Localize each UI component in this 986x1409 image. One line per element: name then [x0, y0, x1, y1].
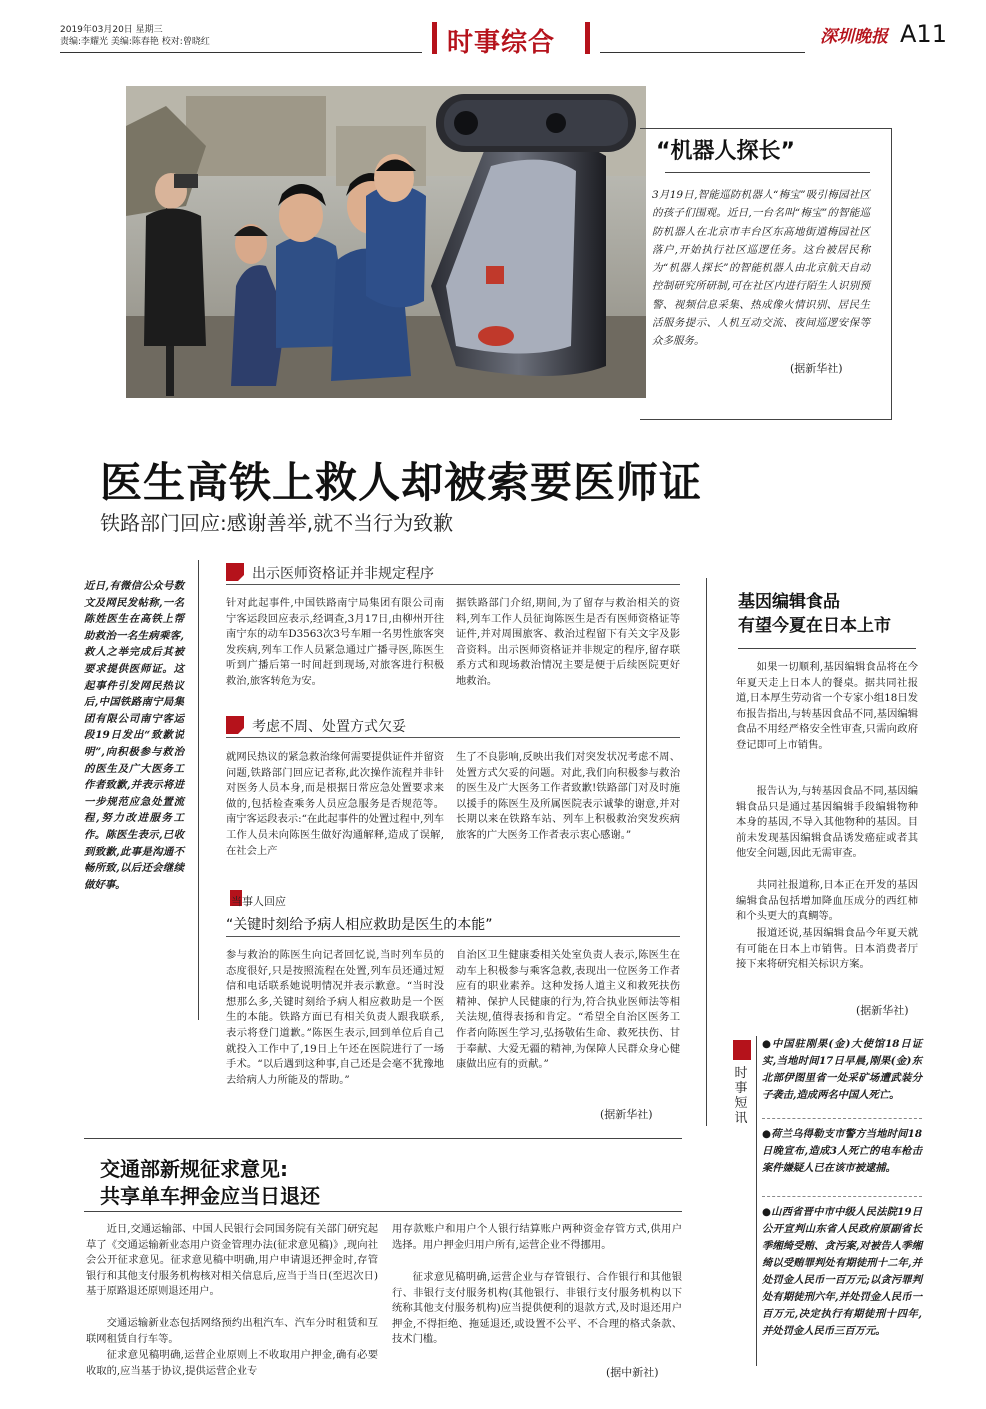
header-rule-left: [60, 52, 422, 53]
gene-paragraph-1: 如果一切顺利,基因编辑食品将在今年夏天走上日本人的餐桌。据共同社报道,日本厚生劳动省一个专家小组18日发布报告指出,与转基因食品不同,基因编辑食品不用经严格安全性审查,只需向政府登记即可上市销售。: [736, 661, 918, 751]
robot-caption-title: “机器人探长”: [656, 139, 795, 164]
section-2-col-1: 就网民热议的紧急救治缘何需要提供证件并留资问题,铁路部门回应记者称,此次操作流程并非针对医务人员本身,而是根据日常应急处置要求来做的,包括检查乘务人员应急服务是否规范等。南宁客运段表示:“在此起事件的处置过程中,列车工作人员未向陈医生做好沟通解释,造成了误解,在社会上产: [226, 751, 444, 857]
robot-photo: [126, 86, 646, 398]
gene-paragraph-2: 报告认为,与转基因食品不同,基因编辑食品只是通过基因编辑手段编辑物种本身的基因,不导入其他物种的基因。目前未发现基因编辑食品诱发癌症或者其他安全问题,因此无需审查。: [736, 785, 918, 860]
briefs-divider: [756, 1036, 757, 1366]
newspaper-logo: 深圳晚报: [820, 27, 888, 47]
page-number: A11: [900, 20, 947, 48]
section-title: 时事综合: [447, 28, 556, 58]
main-headline: 医生高铁上救人却被索要医师证: [100, 458, 703, 507]
brief-item-1: ●中国驻刚果(金)大使馆18日证实,当地时间17日早晨,刚果(金)东北部伊图里省一处采矿场遭武装分子袭击,造成两名中国人死亡。: [762, 1038, 922, 1101]
section-3-tag: 当事人回应: [231, 895, 286, 908]
bike-col-1-paragraph-1: 近日,交通运输部、中国人民银行会同国务院有关部门研究起草了《交通运输新业态用户资金管理办法(征求意见稿)》,现向社会公开征求意见。征求意见稿中明确,用户申请退还押金时,存管银行和其他支付服务机构核对相关信息后,应当于当日(至迟次日)基于原路退还原则退还用户。: [86, 1223, 378, 1298]
bike-col-1-paragraph-3: 征求意见稿明确,运营企业原则上不收取用户押金,确有必要收取的,应当基于协议,提供运营企业专: [86, 1349, 378, 1377]
section-marker: [226, 716, 244, 734]
section-2-col-2: 生了不良影响,反映出我们对突发状况考虑不周、处置方式欠妥的问题。对此,我们向积极参与救治的医生及广大医务工作者致歉!铁路部门对及时施以援手的陈医生及所属医院表示诚挚的谢意,并对长期以来在铁路车站、列车上积极救治突发疾病旅客的广大医务工作者表示衷心感谢。”: [456, 751, 680, 841]
issue-date: 2019年03月20日 星期三: [60, 25, 163, 35]
section-1-col-2: 据铁路部门介绍,期间,为了留存与救治相关的资料,列车工作人员征询陈医生是否有医师资格证等证件,并对周围旅客、救治过程留下有关文字及影音资料。出示医师资格证并非规定的程序,留存联系方式和现场救治情况主要是便于后续医院更好地救治。: [456, 597, 680, 687]
bike-rule: [84, 1211, 682, 1212]
gene-rule: [738, 648, 916, 649]
column-divider-right: [706, 578, 707, 1126]
section-1-col-1: 针对此起事件,中国铁路南宁局集团有限公司南宁客运段回应表示,经调查,3月17日,由柳州开往南宁东的动车D3563次3号车厢一名男性旅客突发疾病,列车工作人员紧急通过广播寻医,陈医生听到广播后第一时间赶到现场,对旅客进行积极救治,旅客转危为安。: [226, 597, 444, 687]
header-bar-left: [432, 22, 437, 54]
brief-separator: [762, 1196, 922, 1197]
section-3-col-1: 参与救治的陈医生向记者回忆说,当时列车员的态度很好,只是按照流程在处置,列车员还通过短信和电话联系她说明情况并表示歉意。“当时没想那么多,关键时刻给予病人相应救助是一个医生的本能。铁路方面已有相关负责人跟我联系,表示将登门道歉。”陈医生表示,回到单位后自己就投入工作中了,19日上午还在医院进行了一场手术。“以后遇到这种事,自己还是会毫不犹豫地去给病人力所能及的帮助。”: [226, 949, 444, 1086]
bike-col-2-paragraph-1: 用存款账户和用户个人银行结算账户两种资金存管方式,供用户选择。用户押金归用户所有,运营企业不得挪用。: [392, 1223, 682, 1251]
bottom-separator: [84, 1138, 682, 1139]
briefs-label: 时事短讯: [734, 1066, 748, 1126]
bike-headline: [100, 1156, 320, 1210]
gene-source: (据新华社): [856, 1004, 909, 1017]
brief-item-2: ●荷兰乌得勒支市警方当地时间18日晚宣布,造成3人死亡的电车枪击案件嫌疑人已在该市被逮捕。: [762, 1128, 922, 1174]
brief-item-3: ●山西省晋中市中级人民法院19日公开宣判山东省人民政府原副省长季缃绮受贿、贪污案,对被告人季缃绮以受贿罪判处有期徒刑十二年,并处罚金人民币一百万元;以贪污罪判处有期徒刑六年,并处罚金人民币一百万元,决定执行有期徒刑十四年,并处罚金人民币三百万元。: [762, 1206, 922, 1337]
section-1-rule: [226, 584, 680, 585]
briefs-marker: [733, 1040, 751, 1060]
section-marker: [226, 563, 244, 581]
gene-headline: [738, 590, 891, 638]
robot-caption-text: 3月19日,智能巡防机器人“梅宝”吸引梅园社区的孩子们围观。近日,一台名叫“梅宝”的智能巡防机器人在北京市丰台区东高地街道梅园社区落户,开始执行社区巡逻任务。这台被居民称为“机器人探长”的智能机器人由北京航天自动控制研究所研制,可在社区内进行陌生人识别预警、视频信息采集、热成像火情识别、居民生活服务提示、人机互动交流、夜间巡逻安保等众多服务。: [652, 189, 870, 348]
robot-caption-source: (据新华社): [790, 362, 843, 375]
main-article-source: (据新华社): [600, 1108, 653, 1121]
caption-rule: [665, 172, 870, 173]
section-2-rule: [226, 737, 680, 738]
header-rule-right: [600, 52, 805, 53]
bike-source: (据中新社): [606, 1366, 659, 1379]
main-subheadline: 铁路部门回应:感谢善举,就不当行为致歉: [100, 511, 454, 535]
section-3-heading: “关键时刻给予病人相应救助是医生的本能”: [226, 917, 493, 933]
gene-paragraph-4: 报道还说,基因编辑食品今年夏天就有可能在日本上市销售。日本消费者厅接下来将研究相关标识方案。: [736, 927, 918, 971]
gene-paragraph-3: 共同社报道称,日本正在开发的基因编辑食品包括增加降血压成分的西红柿和个头更大的真鲷等。: [736, 879, 918, 923]
section-3-col-2: 自治区卫生健康委相关处室负责人表示,陈医生在动车上积极参与乘客急救,表现出一位医务工作者应有的职业素养。这种发扬人道主义和救死扶伤精神、保护人民健康的行为,符合执业医师法等相关法规,值得表扬和肯定。“希望全自治区医务工作者向陈医生学习,弘扬敬佑生命、救死扶伤、甘于奉献、大爱无疆的精神,为保障人民群众身心健康做出应有的贡献。”: [456, 949, 680, 1071]
gene-headline-line-2: 有望今夏在日本上市: [738, 616, 891, 636]
main-intro: 近日,有微信公众号数文及网民发帖称,一名陈姓医生在高铁上帮助救治一名生病乘客,救人之举完成后其被要求提供医师证。这起事件引发网民热议后,中国铁路南宁局集团有限公司南宁客运段19日发出“致歉说明”,向积极参与救治的医生及广大医务工作者致歉,并表示将进一步规范应急处置流程,努力改进服务工作。陈医生表示,已收到致歉,此事是沟通不畅所致,以后还会继续做好事。: [84, 580, 184, 891]
editor-credits: 责编:李耀光 美编:陈春艳 校对:曾晓红: [60, 37, 210, 47]
header-bar-right: [585, 22, 590, 54]
bike-col-1-paragraph-2: 交通运输新业态包括网络预约出租汽车、汽车分时租赁和互联网租赁自行车等。: [86, 1317, 378, 1345]
brief-separator: [762, 1118, 922, 1119]
section-2-heading: 考虑不周、处置方式欠妥: [252, 719, 406, 735]
section-1-heading: 出示医师资格证并非规定程序: [252, 566, 434, 582]
bike-headline-line-1: 交通部新规征求意见:: [100, 1157, 288, 1181]
section-3-rule: [226, 936, 680, 937]
header-meta: [60, 24, 420, 48]
bike-col-2-paragraph-2: 征求意见稿明确,运营企业与存管银行、合作银行和其他银行、非银行支付服务机构(其他银行、非银行支付服务机构以下统称其他支付服务机构)应当提供便利的退款方式,及时退还用户押金,不得拒绝、拖延退还,或设置不公平、不合理的格式条款、技术门槛。: [392, 1271, 682, 1346]
bike-headline-line-2: 共享单车押金应当日退还: [100, 1184, 320, 1208]
gene-headline-line-1: 基因编辑食品: [738, 592, 840, 612]
column-divider-left: [198, 560, 199, 1020]
